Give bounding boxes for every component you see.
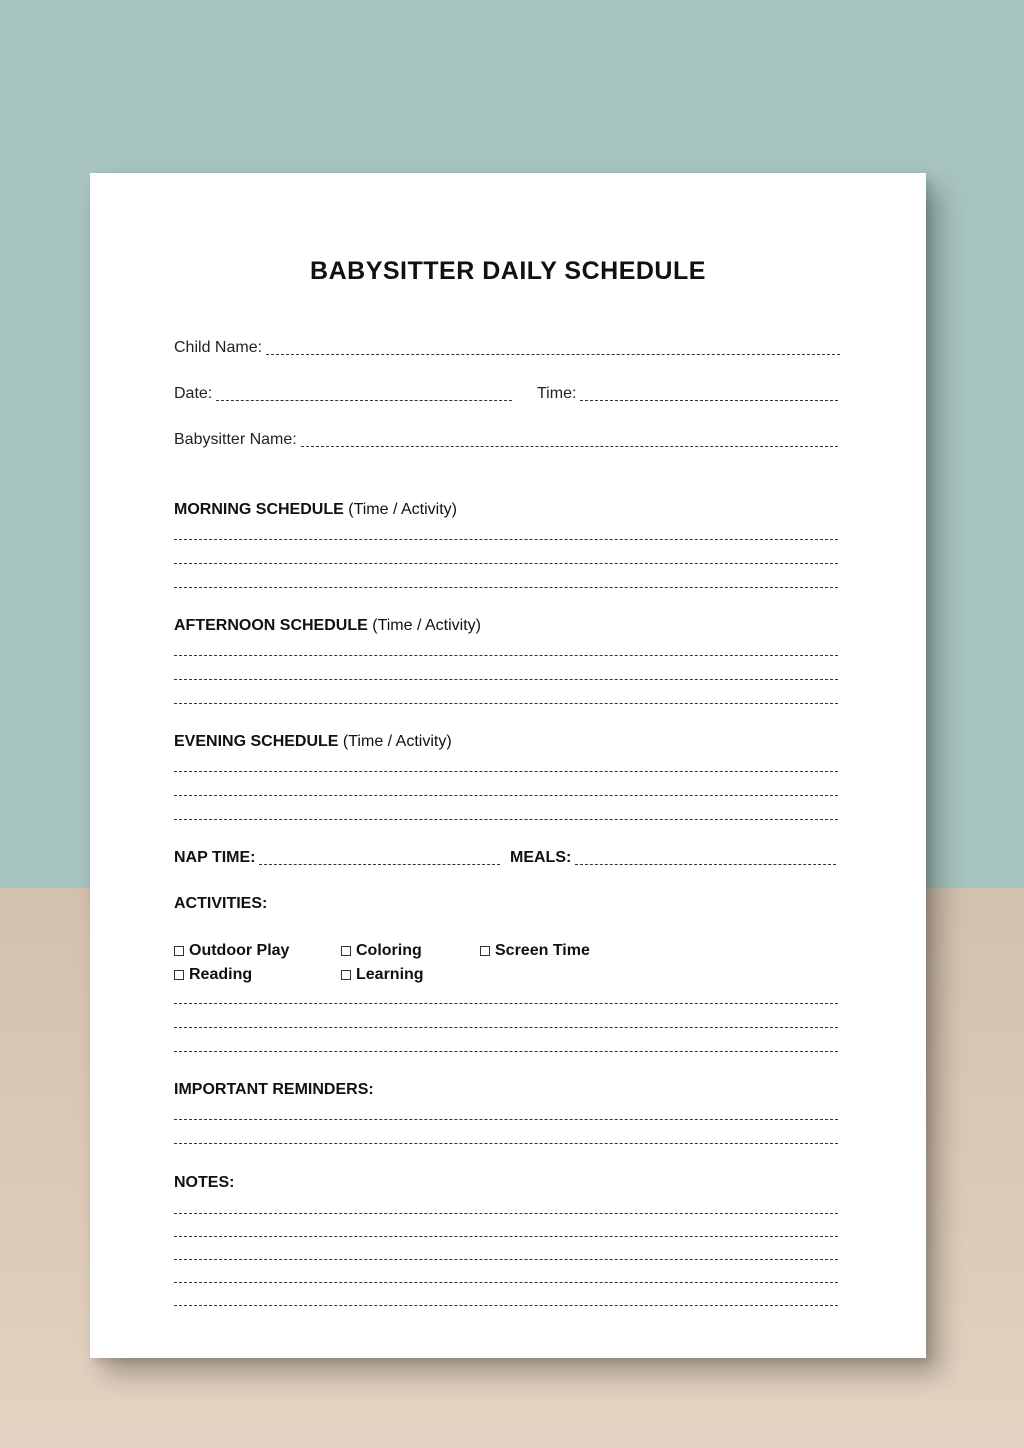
notes-line-4[interactable] xyxy=(174,1282,838,1283)
nap-time-label: NAP TIME: xyxy=(174,849,256,866)
afternoon-line-1[interactable] xyxy=(174,655,838,656)
morning-line-1[interactable] xyxy=(174,539,838,540)
afternoon-line-2[interactable] xyxy=(174,679,838,680)
evening-line-1[interactable] xyxy=(174,771,838,772)
page-title: BABYSITTER DAILY SCHEDULE xyxy=(310,257,706,285)
checkbox-square-icon[interactable] xyxy=(341,946,351,956)
outdoor-play-label: Outdoor Play xyxy=(189,942,290,959)
reminders-line-2[interactable] xyxy=(174,1143,838,1144)
checkbox-screen-time[interactable] xyxy=(480,942,590,960)
babysitter-name-line[interactable] xyxy=(301,432,838,447)
notes-line-5[interactable] xyxy=(174,1305,838,1306)
child-name-field[interactable] xyxy=(174,339,840,357)
activities-line-2[interactable] xyxy=(174,1027,838,1028)
reminders-heading: IMPORTANT REMINDERS: xyxy=(174,1081,374,1098)
reminders-line-1[interactable] xyxy=(174,1119,838,1120)
time-line[interactable] xyxy=(580,386,838,401)
nap-time-line[interactable] xyxy=(259,850,500,865)
evening-sub: (Time / Activity) xyxy=(342,733,452,750)
checkbox-square-icon[interactable] xyxy=(174,970,184,980)
notes-line-2[interactable] xyxy=(174,1236,838,1237)
date-label: Date: xyxy=(174,385,213,402)
date-line[interactable] xyxy=(216,386,512,401)
meals-label: MEALS: xyxy=(510,849,572,866)
afternoon-line-3[interactable] xyxy=(174,703,838,704)
afternoon-sub: (Time / Activity) xyxy=(372,617,481,634)
date-field[interactable] xyxy=(174,385,512,403)
activities-line-1[interactable] xyxy=(174,1003,838,1004)
child-name-line[interactable] xyxy=(266,340,840,355)
checkbox-square-icon[interactable] xyxy=(341,970,351,980)
coloring-label: Coloring xyxy=(356,942,422,959)
evening-line-2[interactable] xyxy=(174,795,838,796)
morning-label: MORNING SCHEDULE xyxy=(174,501,344,518)
evening-label: EVENING SCHEDULE xyxy=(174,733,339,750)
checkbox-learning[interactable] xyxy=(341,966,424,984)
screen-time-label: Screen Time xyxy=(495,942,590,959)
time-label: Time: xyxy=(537,385,577,402)
morning-heading xyxy=(174,501,457,519)
activities-line-3[interactable] xyxy=(174,1051,838,1052)
morning-line-3[interactable] xyxy=(174,587,838,588)
checkbox-square-icon[interactable] xyxy=(174,946,184,956)
schedule-sheet xyxy=(90,173,926,1358)
checkbox-coloring[interactable] xyxy=(341,942,422,960)
checkbox-reading[interactable] xyxy=(174,966,252,984)
activities-heading: ACTIVITIES: xyxy=(174,895,268,912)
nap-time-field[interactable] xyxy=(174,849,500,867)
checkbox-square-icon[interactable] xyxy=(480,946,490,956)
learning-label: Learning xyxy=(356,966,424,983)
evening-heading xyxy=(174,733,452,751)
morning-line-2[interactable] xyxy=(174,563,838,564)
checkbox-outdoor-play[interactable] xyxy=(174,942,289,960)
meals-line[interactable] xyxy=(575,850,836,865)
child-name-label: Child Name: xyxy=(174,339,263,356)
evening-line-3[interactable] xyxy=(174,819,838,820)
notes-line-3[interactable] xyxy=(174,1259,838,1260)
reading-label: Reading xyxy=(189,966,253,983)
babysitter-name-label: Babysitter Name: xyxy=(174,431,297,448)
afternoon-label: AFTERNOON SCHEDULE xyxy=(174,617,368,634)
meals-field[interactable] xyxy=(510,849,836,867)
afternoon-heading xyxy=(174,617,481,635)
notes-line-1[interactable] xyxy=(174,1213,838,1214)
notes-heading: NOTES: xyxy=(174,1174,235,1191)
morning-sub: (Time / Activity) xyxy=(348,501,457,518)
babysitter-name-field[interactable] xyxy=(174,431,838,449)
time-field[interactable] xyxy=(537,385,838,403)
